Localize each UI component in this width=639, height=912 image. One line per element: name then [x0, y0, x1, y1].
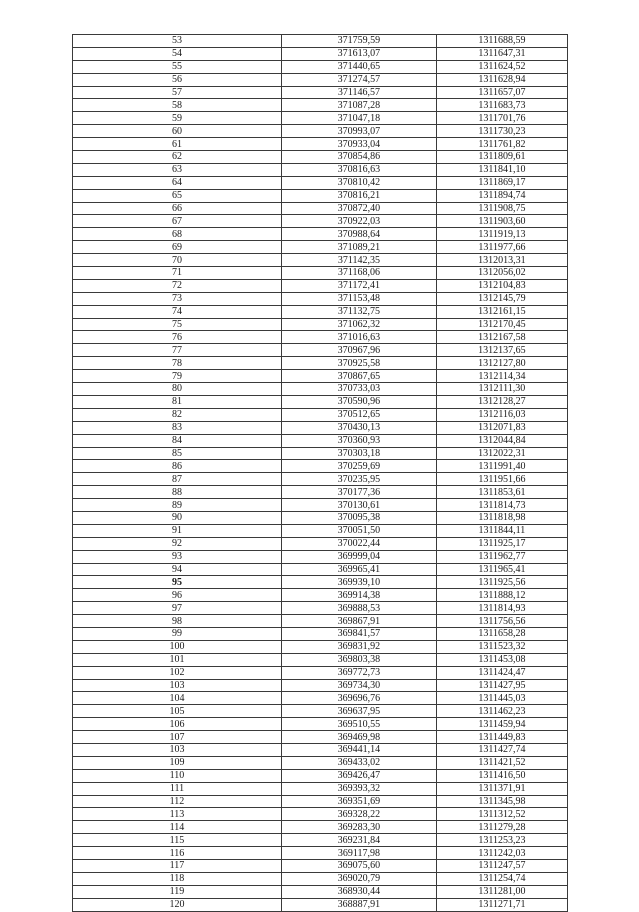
y-coordinate-cell: 1311925,56 — [436, 576, 567, 589]
table-row — [73, 370, 568, 383]
x-coordinate-cell: 370933,04 — [282, 138, 437, 151]
x-coordinate-cell: 369888,53 — [282, 602, 437, 615]
x-coordinate-cell: 369510,55 — [282, 718, 437, 731]
y-coordinate-cell: 1311818,98 — [436, 511, 567, 524]
point-number-cell: 70 — [73, 254, 282, 267]
y-coordinate-cell: 1312056,02 — [436, 267, 567, 280]
y-coordinate-cell: 1312104,83 — [436, 279, 567, 292]
x-coordinate-cell: 370235,95 — [282, 473, 437, 486]
table-row — [73, 47, 568, 60]
x-coordinate-cell: 370967,96 — [282, 344, 437, 357]
point-number-cell: 111 — [73, 782, 282, 795]
point-number-cell: 80 — [73, 383, 282, 396]
x-coordinate-cell: 369393,32 — [282, 782, 437, 795]
y-coordinate-cell: 1311453,08 — [436, 653, 567, 666]
point-number-cell: 118 — [73, 872, 282, 885]
x-coordinate-cell: 370303,18 — [282, 447, 437, 460]
x-coordinate-cell: 369914,38 — [282, 589, 437, 602]
y-coordinate-cell: 1311253,23 — [436, 834, 567, 847]
x-coordinate-cell: 369328,22 — [282, 808, 437, 821]
coordinates-table-body — [73, 35, 568, 912]
x-coordinate-cell: 369772,73 — [282, 666, 437, 679]
point-number-cell: 95 — [73, 576, 282, 589]
point-number-cell: 88 — [73, 486, 282, 499]
x-coordinate-cell: 369841,57 — [282, 627, 437, 640]
y-coordinate-cell: 1311841,10 — [436, 163, 567, 176]
point-number-cell: 61 — [73, 138, 282, 151]
y-coordinate-cell: 1312111,30 — [436, 383, 567, 396]
x-coordinate-cell: 370430,13 — [282, 421, 437, 434]
y-coordinate-cell: 1311730,23 — [436, 125, 567, 138]
x-coordinate-cell: 369020,79 — [282, 872, 437, 885]
table-row — [73, 357, 568, 370]
table-row — [73, 731, 568, 744]
y-coordinate-cell: 1311421,52 — [436, 756, 567, 769]
y-coordinate-cell: 1312013,31 — [436, 254, 567, 267]
table-row — [73, 782, 568, 795]
x-coordinate-cell: 369075,60 — [282, 860, 437, 873]
table-row — [73, 86, 568, 99]
table-row — [73, 447, 568, 460]
y-coordinate-cell: 1311814,73 — [436, 499, 567, 512]
y-coordinate-cell: 1311908,75 — [436, 202, 567, 215]
y-coordinate-cell: 1311427,74 — [436, 743, 567, 756]
point-number-cell: 65 — [73, 189, 282, 202]
x-coordinate-cell: 371062,32 — [282, 318, 437, 331]
y-coordinate-cell: 1311853,61 — [436, 486, 567, 499]
x-coordinate-cell: 369283,30 — [282, 821, 437, 834]
point-number-cell: 90 — [73, 511, 282, 524]
table-row — [73, 615, 568, 628]
table-row — [73, 808, 568, 821]
table-row — [73, 125, 568, 138]
point-number-cell: 103 — [73, 743, 282, 756]
point-number-cell: 87 — [73, 473, 282, 486]
x-coordinate-cell: 369867,91 — [282, 615, 437, 628]
table-row — [73, 537, 568, 550]
table-row — [73, 460, 568, 473]
table-row — [73, 769, 568, 782]
table-row — [73, 627, 568, 640]
x-coordinate-cell: 370512,65 — [282, 408, 437, 421]
point-number-cell: 112 — [73, 795, 282, 808]
table-row — [73, 511, 568, 524]
x-coordinate-cell: 370095,38 — [282, 511, 437, 524]
x-coordinate-cell: 370993,07 — [282, 125, 437, 138]
y-coordinate-cell: 1311962,77 — [436, 550, 567, 563]
point-number-cell: 64 — [73, 176, 282, 189]
y-coordinate-cell: 1312114,34 — [436, 370, 567, 383]
y-coordinate-cell: 1311894,74 — [436, 189, 567, 202]
table-row — [73, 267, 568, 280]
point-number-cell: 106 — [73, 718, 282, 731]
point-number-cell: 91 — [73, 524, 282, 537]
y-coordinate-cell: 1311809,61 — [436, 151, 567, 164]
table-row — [73, 821, 568, 834]
table-row — [73, 35, 568, 48]
y-coordinate-cell: 1311688,59 — [436, 35, 567, 48]
point-number-cell: 81 — [73, 395, 282, 408]
y-coordinate-cell: 1311242,03 — [436, 847, 567, 860]
x-coordinate-cell: 370922,03 — [282, 215, 437, 228]
x-coordinate-cell: 370816,21 — [282, 189, 437, 202]
table-row — [73, 705, 568, 718]
y-coordinate-cell: 1311279,28 — [436, 821, 567, 834]
point-number-cell: 76 — [73, 331, 282, 344]
x-coordinate-cell: 371087,28 — [282, 99, 437, 112]
point-number-cell: 62 — [73, 151, 282, 164]
x-coordinate-cell: 370733,03 — [282, 383, 437, 396]
point-number-cell: 94 — [73, 563, 282, 576]
x-coordinate-cell: 371142,35 — [282, 254, 437, 267]
point-number-cell: 103 — [73, 679, 282, 692]
table-row — [73, 408, 568, 421]
point-number-cell: 57 — [73, 86, 282, 99]
table-row — [73, 860, 568, 873]
x-coordinate-cell: 370022,44 — [282, 537, 437, 550]
point-number-cell: 74 — [73, 305, 282, 318]
x-coordinate-cell: 370854,86 — [282, 151, 437, 164]
table-row — [73, 524, 568, 537]
point-number-cell: 89 — [73, 499, 282, 512]
x-coordinate-cell: 369965,41 — [282, 563, 437, 576]
point-number-cell: 82 — [73, 408, 282, 421]
point-number-cell: 116 — [73, 847, 282, 860]
x-coordinate-cell: 369803,38 — [282, 653, 437, 666]
y-coordinate-cell: 1311683,73 — [436, 99, 567, 112]
table-row — [73, 331, 568, 344]
y-coordinate-cell: 1311416,50 — [436, 769, 567, 782]
y-coordinate-cell: 1311449,83 — [436, 731, 567, 744]
y-coordinate-cell: 1311462,23 — [436, 705, 567, 718]
y-coordinate-cell: 1311991,40 — [436, 460, 567, 473]
point-number-cell: 115 — [73, 834, 282, 847]
table-row — [73, 473, 568, 486]
point-number-cell: 96 — [73, 589, 282, 602]
table-row — [73, 434, 568, 447]
y-coordinate-cell: 1312071,83 — [436, 421, 567, 434]
x-coordinate-cell: 370177,36 — [282, 486, 437, 499]
table-row — [73, 99, 568, 112]
point-number-cell: 66 — [73, 202, 282, 215]
y-coordinate-cell: 1311312,52 — [436, 808, 567, 821]
x-coordinate-cell: 370872,40 — [282, 202, 437, 215]
y-coordinate-cell: 1311888,12 — [436, 589, 567, 602]
point-number-cell: 113 — [73, 808, 282, 821]
y-coordinate-cell: 1311761,82 — [436, 138, 567, 151]
point-number-cell: 59 — [73, 112, 282, 125]
point-number-cell: 84 — [73, 434, 282, 447]
x-coordinate-cell: 371016,63 — [282, 331, 437, 344]
point-number-cell: 60 — [73, 125, 282, 138]
table-row — [73, 666, 568, 679]
table-row — [73, 228, 568, 241]
x-coordinate-cell: 369426,47 — [282, 769, 437, 782]
point-number-cell: 105 — [73, 705, 282, 718]
y-coordinate-cell: 1312137,65 — [436, 344, 567, 357]
table-row — [73, 279, 568, 292]
table-row — [73, 486, 568, 499]
x-coordinate-cell: 370810,42 — [282, 176, 437, 189]
point-number-cell: 75 — [73, 318, 282, 331]
point-number-cell: 72 — [73, 279, 282, 292]
point-number-cell: 79 — [73, 370, 282, 383]
y-coordinate-cell: 1311624,52 — [436, 60, 567, 73]
y-coordinate-cell: 1311371,91 — [436, 782, 567, 795]
x-coordinate-cell: 371440,65 — [282, 60, 437, 73]
point-number-cell: 55 — [73, 60, 282, 73]
x-coordinate-cell: 369999,04 — [282, 550, 437, 563]
y-coordinate-cell: 1311756,56 — [436, 615, 567, 628]
x-coordinate-cell: 369469,98 — [282, 731, 437, 744]
y-coordinate-cell: 1311345,98 — [436, 795, 567, 808]
y-coordinate-cell: 1312128,27 — [436, 395, 567, 408]
y-coordinate-cell: 1311869,17 — [436, 176, 567, 189]
x-coordinate-cell: 369939,10 — [282, 576, 437, 589]
x-coordinate-cell: 371153,48 — [282, 292, 437, 305]
point-number-cell: 104 — [73, 692, 282, 705]
point-number-cell: 85 — [73, 447, 282, 460]
x-coordinate-cell: 370130,61 — [282, 499, 437, 512]
y-coordinate-cell: 1311424,47 — [436, 666, 567, 679]
point-number-cell: 53 — [73, 35, 282, 48]
point-number-cell: 117 — [73, 860, 282, 873]
table-row — [73, 834, 568, 847]
table-row — [73, 344, 568, 357]
point-number-cell: 97 — [73, 602, 282, 615]
table-row — [73, 215, 568, 228]
y-coordinate-cell: 1311254,74 — [436, 872, 567, 885]
y-coordinate-cell: 1311628,94 — [436, 73, 567, 86]
table-row — [73, 679, 568, 692]
x-coordinate-cell: 369637,95 — [282, 705, 437, 718]
x-coordinate-cell: 369831,92 — [282, 640, 437, 653]
table-row — [73, 885, 568, 898]
x-coordinate-cell: 369433,02 — [282, 756, 437, 769]
table-row — [73, 151, 568, 164]
table-row — [73, 499, 568, 512]
point-number-cell: 54 — [73, 47, 282, 60]
x-coordinate-cell: 370925,58 — [282, 357, 437, 370]
table-row — [73, 112, 568, 125]
table-row — [73, 576, 568, 589]
y-coordinate-cell: 1311247,57 — [436, 860, 567, 873]
table-row — [73, 743, 568, 756]
x-coordinate-cell: 371132,75 — [282, 305, 437, 318]
y-coordinate-cell: 1311701,76 — [436, 112, 567, 125]
point-number-cell: 107 — [73, 731, 282, 744]
table-row — [73, 847, 568, 860]
x-coordinate-cell: 369351,69 — [282, 795, 437, 808]
x-coordinate-cell: 371172,41 — [282, 279, 437, 292]
table-row — [73, 653, 568, 666]
point-number-cell: 83 — [73, 421, 282, 434]
y-coordinate-cell: 1311459,94 — [436, 718, 567, 731]
point-number-cell: 98 — [73, 615, 282, 628]
point-number-cell: 114 — [73, 821, 282, 834]
point-number-cell: 73 — [73, 292, 282, 305]
table-row — [73, 640, 568, 653]
x-coordinate-cell: 371274,57 — [282, 73, 437, 86]
x-coordinate-cell: 370051,50 — [282, 524, 437, 537]
y-coordinate-cell: 1311977,66 — [436, 241, 567, 254]
y-coordinate-cell: 1311903,60 — [436, 215, 567, 228]
point-number-cell: 68 — [73, 228, 282, 241]
x-coordinate-cell: 369734,30 — [282, 679, 437, 692]
table-row — [73, 563, 568, 576]
x-coordinate-cell: 371089,21 — [282, 241, 437, 254]
point-number-cell: 119 — [73, 885, 282, 898]
x-coordinate-cell: 370816,63 — [282, 163, 437, 176]
point-number-cell: 109 — [73, 756, 282, 769]
table-row — [73, 395, 568, 408]
x-coordinate-cell: 370360,93 — [282, 434, 437, 447]
x-coordinate-cell: 368930,44 — [282, 885, 437, 898]
point-number-cell: 78 — [73, 357, 282, 370]
table-row — [73, 589, 568, 602]
y-coordinate-cell: 1311427,95 — [436, 679, 567, 692]
y-coordinate-cell: 1312127,80 — [436, 357, 567, 370]
x-coordinate-cell: 369117,98 — [282, 847, 437, 860]
y-coordinate-cell: 1311658,28 — [436, 627, 567, 640]
y-coordinate-cell: 1311281,00 — [436, 885, 567, 898]
table-row — [73, 305, 568, 318]
table-row — [73, 756, 568, 769]
point-number-cell: 56 — [73, 73, 282, 86]
y-coordinate-cell: 1312145,79 — [436, 292, 567, 305]
y-coordinate-cell: 1311445,03 — [436, 692, 567, 705]
y-coordinate-cell: 1312170,45 — [436, 318, 567, 331]
table-row — [73, 872, 568, 885]
point-number-cell: 92 — [73, 537, 282, 550]
table-row — [73, 692, 568, 705]
table-row — [73, 292, 568, 305]
table-row — [73, 241, 568, 254]
y-coordinate-cell: 1311965,41 — [436, 563, 567, 576]
table-row — [73, 202, 568, 215]
table-row — [73, 602, 568, 615]
table-row — [73, 254, 568, 267]
table-row — [73, 176, 568, 189]
y-coordinate-cell: 1311919,13 — [436, 228, 567, 241]
point-number-cell: 120 — [73, 898, 282, 911]
table-row — [73, 550, 568, 563]
x-coordinate-cell: 370590,96 — [282, 395, 437, 408]
point-number-cell: 67 — [73, 215, 282, 228]
y-coordinate-cell: 1312116,03 — [436, 408, 567, 421]
point-number-cell: 100 — [73, 640, 282, 653]
point-number-cell: 99 — [73, 627, 282, 640]
table-row — [73, 318, 568, 331]
y-coordinate-cell: 1311951,66 — [436, 473, 567, 486]
y-coordinate-cell: 1311271,71 — [436, 898, 567, 911]
y-coordinate-cell: 1312044,84 — [436, 434, 567, 447]
y-coordinate-cell: 1311844,11 — [436, 524, 567, 537]
point-number-cell: 93 — [73, 550, 282, 563]
table-row — [73, 60, 568, 73]
table-row — [73, 795, 568, 808]
point-number-cell: 101 — [73, 653, 282, 666]
y-coordinate-cell: 1312167,58 — [436, 331, 567, 344]
x-coordinate-cell: 371759,59 — [282, 35, 437, 48]
point-number-cell: 102 — [73, 666, 282, 679]
y-coordinate-cell: 1312022,31 — [436, 447, 567, 460]
point-number-cell: 71 — [73, 267, 282, 280]
table-row — [73, 718, 568, 731]
x-coordinate-cell: 371047,18 — [282, 112, 437, 125]
x-coordinate-cell: 369231,84 — [282, 834, 437, 847]
point-number-cell: 86 — [73, 460, 282, 473]
x-coordinate-cell: 369696,76 — [282, 692, 437, 705]
y-coordinate-cell: 1312161,15 — [436, 305, 567, 318]
x-coordinate-cell: 371168,06 — [282, 267, 437, 280]
y-coordinate-cell: 1311523,32 — [436, 640, 567, 653]
x-coordinate-cell: 371613,07 — [282, 47, 437, 60]
x-coordinate-cell: 370259,69 — [282, 460, 437, 473]
point-number-cell: 110 — [73, 769, 282, 782]
point-number-cell: 63 — [73, 163, 282, 176]
coordinates-table — [72, 34, 568, 912]
y-coordinate-cell: 1311657,07 — [436, 86, 567, 99]
y-coordinate-cell: 1311647,31 — [436, 47, 567, 60]
x-coordinate-cell: 369441,14 — [282, 743, 437, 756]
table-row — [73, 138, 568, 151]
y-coordinate-cell: 1311814,93 — [436, 602, 567, 615]
x-coordinate-cell: 368887,91 — [282, 898, 437, 911]
point-number-cell: 77 — [73, 344, 282, 357]
point-number-cell: 69 — [73, 241, 282, 254]
table-row — [73, 189, 568, 202]
y-coordinate-cell: 1311925,17 — [436, 537, 567, 550]
x-coordinate-cell: 371146,57 — [282, 86, 437, 99]
table-row — [73, 163, 568, 176]
table-row — [73, 383, 568, 396]
point-number-cell: 58 — [73, 99, 282, 112]
table-row — [73, 421, 568, 434]
x-coordinate-cell: 370988,64 — [282, 228, 437, 241]
x-coordinate-cell: 370867,65 — [282, 370, 437, 383]
table-row — [73, 73, 568, 86]
